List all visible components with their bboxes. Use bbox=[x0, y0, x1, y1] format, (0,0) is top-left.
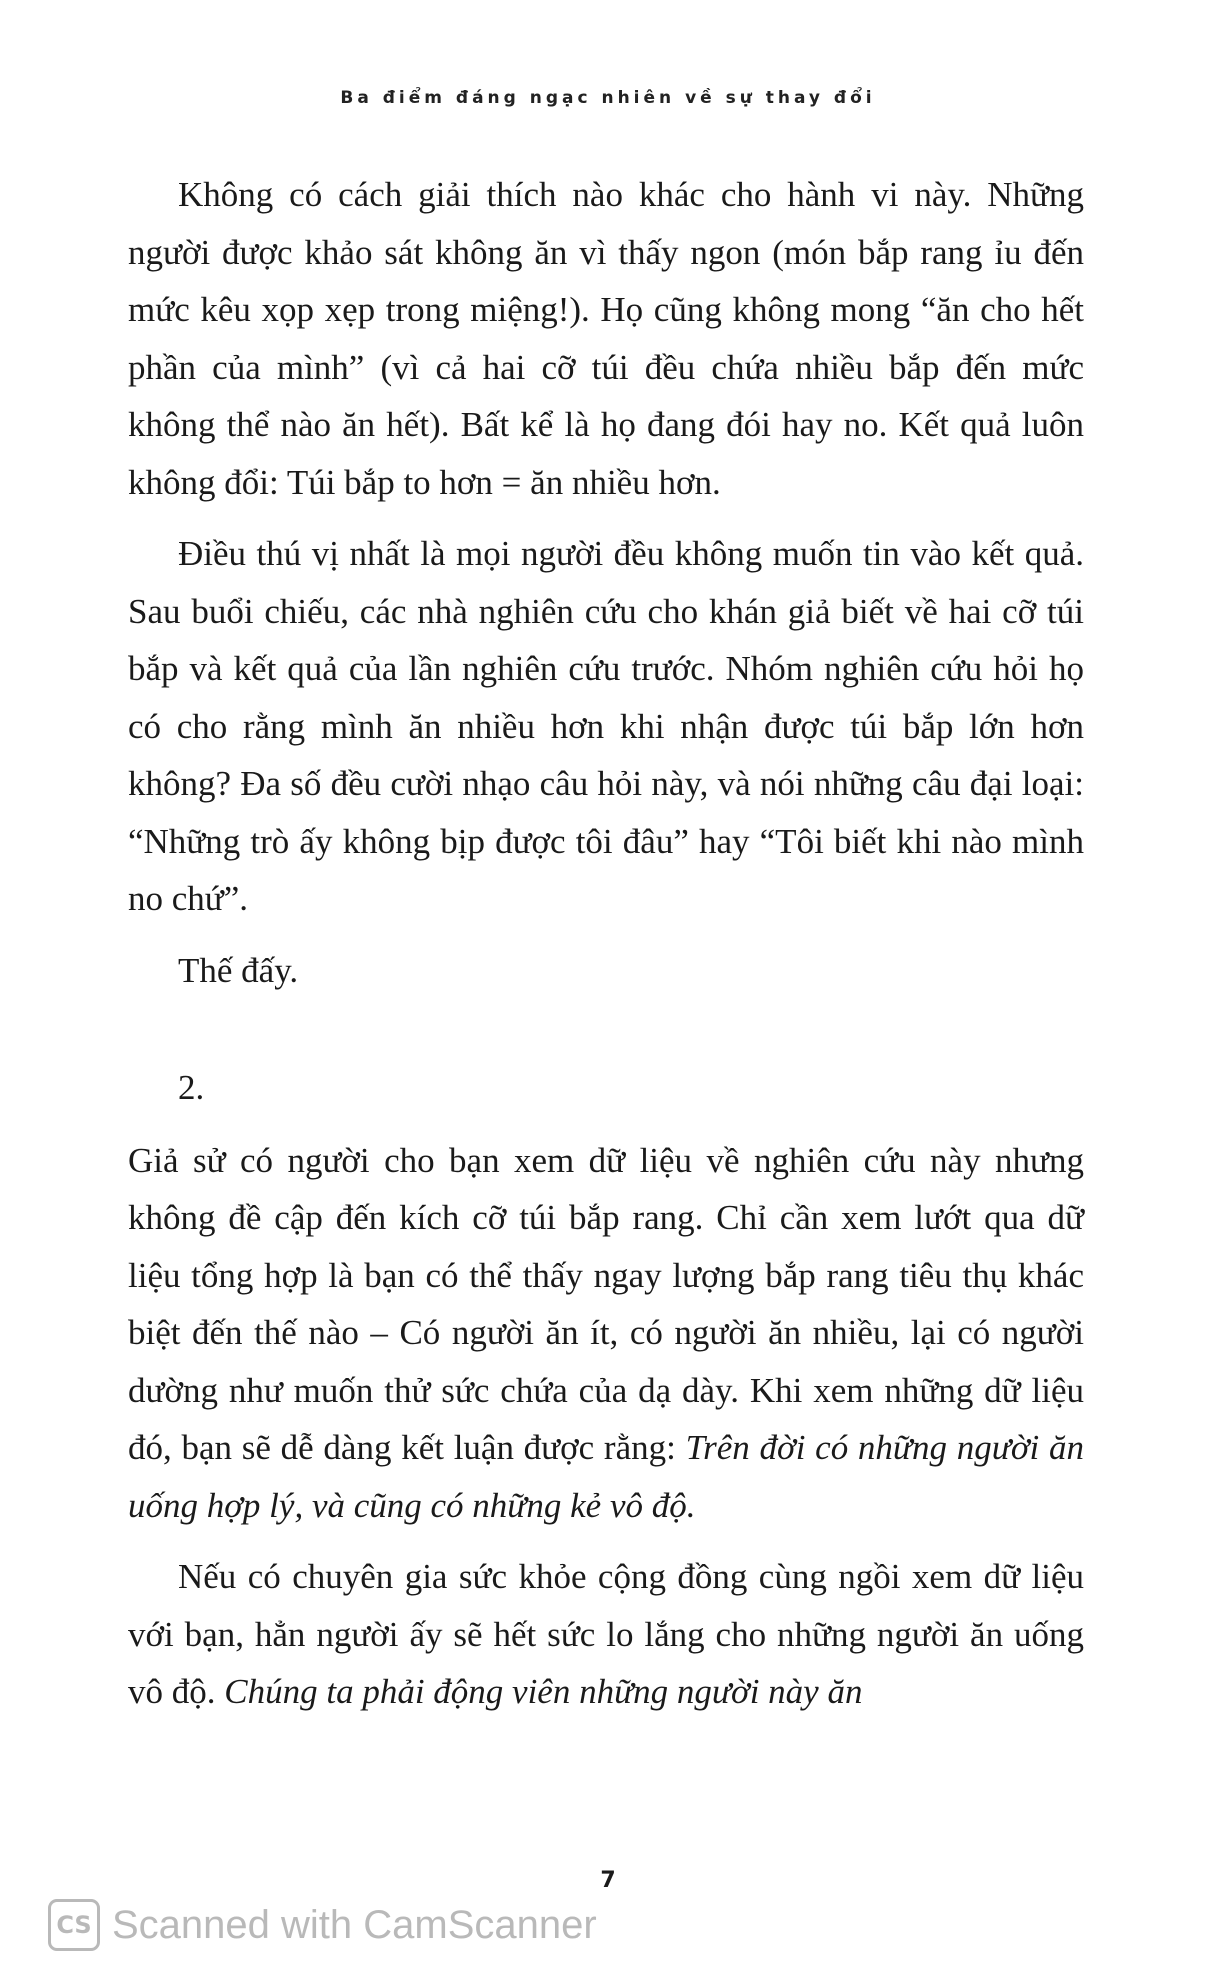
section-number: 2. bbox=[178, 1068, 205, 1107]
page-number: 7 bbox=[600, 1868, 616, 1893]
camscanner-logo-icon: CS bbox=[48, 1899, 100, 1951]
paragraph-2: Điều thú vị nhất là mọi người đều không muốn tin vào kết quả. Sau buổi chiếu, các nhà nghiên cứu cho khán giả biết về hai cỡ túi bắp và kết quả của lần nghiên cứu trước. Nhóm nghiên cứu hỏi họ có cho rằng mình ăn nhiều hơn khi nhận được túi bắp lớn hơn không? Đa số đều cười nhạo câu hỏi này, và nói những câu đại loại: “Những trò ấy không bịp được tôi đâu” hay “Tôi biết khi nào mình no chứ”. bbox=[128, 534, 1084, 918]
body-text bbox=[128, 166, 1084, 1721]
paragraph-5-text: Nếu có chuyên gia sức khỏe cộng đồng cùng ngồi xem dữ liệu với bạn, hẳn người ấy sẽ hết sức lo lắng cho những người ăn uống vô độ. bbox=[128, 1557, 1084, 1711]
watermark-text: Scanned with CamScanner bbox=[112, 1902, 597, 1947]
paragraph-1: Không có cách giải thích nào khác cho hành vi này. Những người được khảo sát không ăn vì thấy ngon (món bắp rang ỉu đến mức kêu xọp xẹp trong miệng!). Họ cũng không mong “ăn cho hết phần của mình” (vì cả hai cỡ túi đều chứa nhiều bắp đến mức không thể nào ăn hết). Bất kể là họ đang đói hay no. Kết quả luôn không đổi: Túi bắp to hơn = ăn nhiều hơn. bbox=[128, 175, 1084, 502]
paragraph-5 bbox=[128, 1548, 1084, 1721]
paragraph-4-italic: Trên đời có những người ăn uống hợp lý, và cũng có những kẻ vô độ. bbox=[128, 1428, 1084, 1525]
paragraph-4-text: Giả sử có người cho bạn xem dữ liệu về nghiên cứu này nhưng không đề cập đến kích cỡ túi bắp rang. Chỉ cần xem lướt qua dữ liệu tổng hợp là bạn có thể thấy ngay lượng bắp rang tiêu thụ khác biệt đến thế nào – Có người ăn ít, có người ăn nhiều, lại có người dường như muốn thử sức chứa của dạ dày. Khi xem những dữ liệu đó, bạn sẽ dễ dàng kết luận được rằng: bbox=[128, 1140, 1084, 1467]
paragraph-3: Thế đấy. bbox=[178, 950, 299, 990]
paragraph-5-italic: Chúng ta phải động viên những người này ăn bbox=[224, 1672, 863, 1711]
paragraph-4 bbox=[128, 1132, 1084, 1535]
camscanner-watermark bbox=[48, 1897, 597, 1953]
running-header: Ba điểm đáng ngạc nhiên về sự thay đổi bbox=[340, 88, 876, 108]
